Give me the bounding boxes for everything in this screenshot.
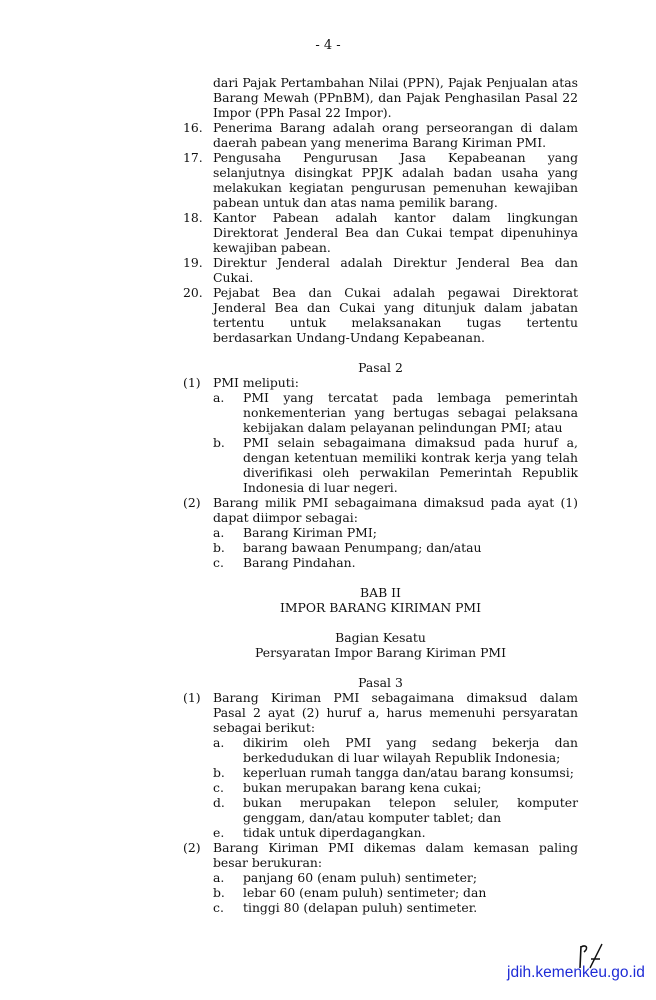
text-line: Barang Kiriman PMI; [243,525,377,540]
numbered-item [183,210,578,255]
text-line: panjang 60 (enam puluh) sentimeter; [243,870,478,885]
text-line: tertentu untuk melaksanakan tugas tertentu [213,315,578,330]
text-line: Barang Kiriman PMI dikemas dalam kemasan paling [213,840,578,855]
section-heading [183,630,578,660]
text-line: dikirim oleh PMI yang sedang bekerja dan [243,735,578,750]
item-label: a. [213,525,225,540]
sub-list-item [183,870,578,885]
numbered-item [183,150,578,210]
text-line: pabean untuk dan atas nama pemilik barang. [213,195,498,210]
page-number: - 4 - [315,38,341,53]
item-label: a. [213,735,225,750]
sub-list-item [183,525,578,540]
item-text [213,840,578,870]
item-label: 16. [183,120,203,135]
item-text [213,255,578,285]
text-line: besar berukuran: [213,855,322,870]
item-text [183,585,578,615]
numbered-item [183,120,578,150]
text-line: dari Pajak Pertambahan Nilai (PPN), Pajak Penjualan atas [213,75,578,90]
text-line: dengan ketentuan memiliki kontrak kerja yang telah [243,450,578,465]
item-text [243,870,578,885]
item-text [213,285,578,345]
sub-list-item [183,885,578,900]
text-line: Pasal 2 ayat (2) huruf a, harus memenuhi persyaratan [213,705,578,720]
numbered-item [183,690,578,735]
document-section [183,675,578,915]
text-line: Direktorat Jenderal Bea dan Cukai tempat dipenuhinya [213,225,578,240]
item-label: c. [213,780,224,795]
text-line: Kantor Pabean adalah kantor dalam lingkungan [213,210,578,225]
numbered-item [183,495,578,525]
item-label: 19. [183,255,203,270]
sub-list-item [183,795,578,825]
item-text [243,555,578,570]
item-text [243,525,578,540]
item-text [243,735,578,765]
text-line: daerah pabean yang menerima Barang Kiriman PMI. [213,135,547,150]
text-line: genggam, dan/atau komputer tablet; dan [243,810,502,825]
text-line: sebagai berikut: [213,720,316,735]
signature-initials [574,942,608,970]
text-line: dapat diimpor sebagai: [213,510,358,525]
text-line: Cukai. [213,270,254,285]
text-line: berkedudukan di luar wilayah Republik Indonesia; [243,750,561,765]
item-text [243,900,578,915]
sub-list-item [183,555,578,570]
text-line: PMI yang tercatat pada lembaga pemerintah [243,390,578,405]
sub-list-item [183,765,578,780]
sub-list-item [183,390,578,435]
item-text [243,780,578,795]
text-line: diverifikasi oleh perwakilan Pemerintah Republik [243,465,578,480]
text-line: IMPOR BARANG KIRIMAN PMI [279,600,482,615]
item-text [243,885,578,900]
item-label: c. [213,900,224,915]
item-label: a. [213,390,225,405]
text-line: Jenderal Bea dan Cukai yang ditunjuk dalam jabatan [213,300,578,315]
text-line: melakukan kegiatan pengurusan pemenuhan kewajiban [213,180,578,195]
text-line: bukan merupakan barang kena cukai; [243,780,482,795]
document-body [183,75,578,930]
document-section [183,630,578,660]
numbered-item [183,840,578,870]
text-line: Barang Pindahan. [243,555,356,570]
text-line: kebijakan dalam pelayanan pelindungan PMI; atau [243,420,563,435]
text-line: kewajiban pabean. [213,240,331,255]
text-line: bukan merupakan telepon seluler, komputer [243,795,578,810]
text-line: Pasal 2 [358,360,403,375]
text-line: Pengusaha Pengurusan Jasa Kepabeanan yang [213,150,578,165]
item-text [183,360,578,375]
item-text [243,540,578,555]
sub-list-item [183,900,578,915]
watermark-link[interactable]: jdih.kemenkeu.go.id [507,964,645,981]
item-label: b. [213,435,225,450]
continued-paragraph [183,75,578,120]
text-line: Persyaratan Impor Barang Kiriman PMI [254,645,506,660]
numbered-item [183,375,578,390]
item-text [243,390,578,435]
text-line: tinggi 80 (delapan puluh) sentimeter. [243,900,478,915]
text-line: tidak untuk diperdagangkan. [243,825,426,840]
text-line: barang bawaan Penumpang; dan/atau [243,540,482,555]
item-label: (1) [183,375,201,390]
item-text [213,690,578,735]
section-heading [183,585,578,615]
item-label: b. [213,885,225,900]
text-line: PMI selain sebagaimana dimaksud pada huruf a, [243,435,578,450]
text-line: BAB II [360,585,401,600]
text-line: Barang Mewah (PPnBM), dan Pajak Penghasilan Pasal 22 [213,90,578,105]
text-line: Direktur Jenderal adalah Direktur Jenderal Bea dan [213,255,578,270]
text-line: Bagian Kesatu [335,630,426,645]
item-text [213,210,578,255]
item-text [243,825,578,840]
text-line: Barang Kiriman PMI sebagaimana dimaksud dalam [213,690,578,705]
text-line: lebar 60 (enam puluh) sentimeter; dan [243,885,487,900]
item-label: (1) [183,690,201,705]
item-text [183,675,578,690]
item-text [243,435,578,495]
item-text [213,150,578,210]
section-heading [183,360,578,375]
item-text [213,120,578,150]
item-label: 17. [183,150,203,165]
text-line: Indonesia di luar negeri. [243,480,398,495]
item-label: c. [213,555,224,570]
item-text [213,75,578,120]
text-line: berdasarkan Undang-Undang Kepabeanan. [213,330,485,345]
item-label: e. [213,825,225,840]
item-label: b. [213,765,225,780]
text-line: Pasal 3 [358,675,403,690]
numbered-item [183,255,578,285]
item-text [213,495,578,525]
document-section [183,75,578,345]
text-line: nonkementerian yang bertugas sebagai pelaksana [243,405,578,420]
item-text [243,795,578,825]
item-label: 20. [183,285,203,300]
document-section [183,360,578,570]
text-line: PMI meliputi: [213,375,299,390]
text-line: selanjutnya disingkat PPJK adalah badan usaha yang [213,165,578,180]
item-text [243,765,578,780]
text-line: Impor (PPh Pasal 22 Impor). [213,105,392,120]
text-line: Barang milik PMI sebagaimana dimaksud pada ayat (1) [213,495,578,510]
text-line: Pejabat Bea dan Cukai adalah pegawai Direktorat [213,285,578,300]
sub-list-item [183,780,578,795]
section-heading [183,675,578,690]
item-label: d. [213,795,225,810]
numbered-item [183,285,578,345]
sub-list-item [183,735,578,765]
sub-list-item [183,825,578,840]
item-label: (2) [183,495,201,510]
document-section [183,585,578,615]
item-text [213,375,578,390]
sub-list-item [183,435,578,495]
item-text [183,630,578,660]
item-label: b. [213,540,225,555]
sub-list-item [183,540,578,555]
text-line: keperluan rumah tangga dan/atau barang konsumsi; [243,765,574,780]
item-label: (2) [183,840,201,855]
text-line: Penerima Barang adalah orang perseorangan di dalam [213,120,578,135]
item-label: a. [213,870,225,885]
item-label: 18. [183,210,203,225]
